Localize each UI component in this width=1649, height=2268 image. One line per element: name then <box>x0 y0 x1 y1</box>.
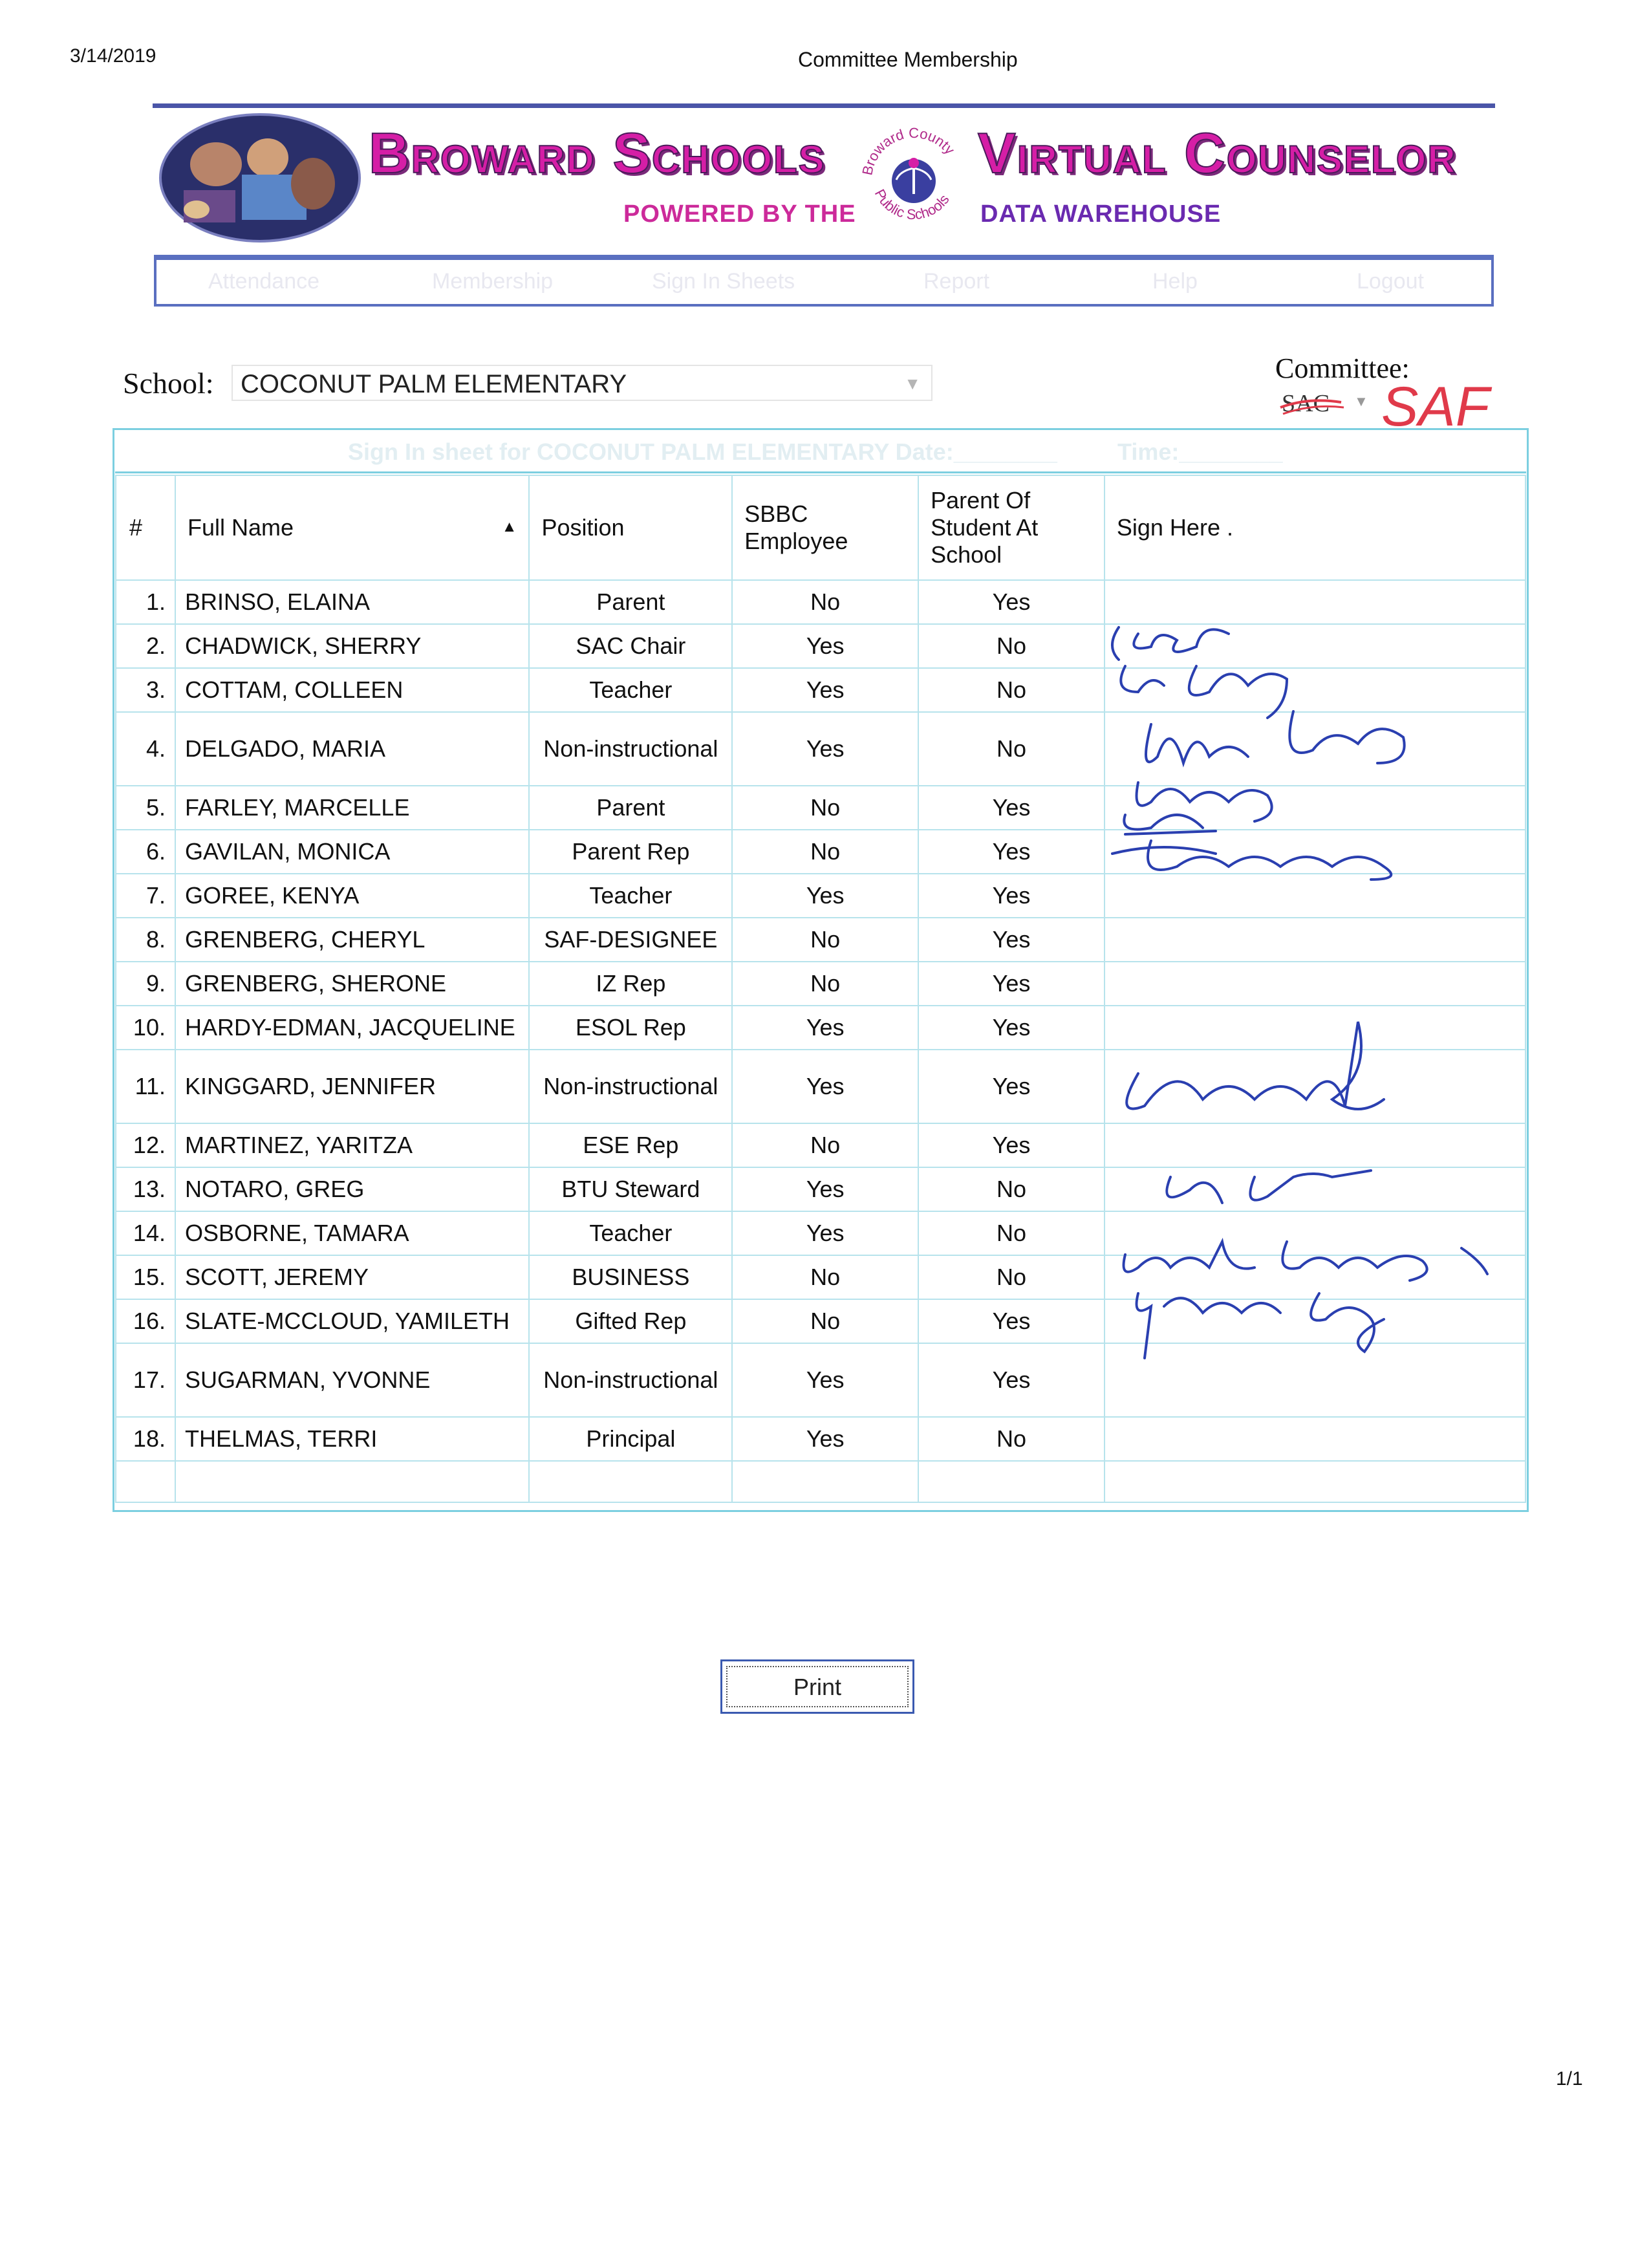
row-num: 8. <box>116 918 175 962</box>
row-sbbc: No <box>732 1299 918 1343</box>
row-name: GAVILAN, MONICA <box>175 830 529 874</box>
row-parent: No <box>918 1417 1105 1461</box>
row-position: Non-instructional <box>529 712 732 786</box>
row-name: GOREE, KENYA <box>175 874 529 918</box>
row-num: 13. <box>116 1167 175 1211</box>
row-parent: Yes <box>918 786 1105 830</box>
row-parent: No <box>918 624 1105 668</box>
row-parent: Yes <box>918 1299 1105 1343</box>
row-name: NOTARO, GREG <box>175 1167 529 1211</box>
row-parent: Yes <box>918 1006 1105 1050</box>
nav-bar <box>154 255 1494 307</box>
nav-membership[interactable]: Membership <box>432 269 554 294</box>
signature-slate <box>1124 1242 1488 1280</box>
signature-goree <box>1112 841 1391 880</box>
row-position: ESOL Rep <box>529 1006 732 1050</box>
row-num: 7. <box>116 874 175 918</box>
row-sbbc: Yes <box>732 1050 918 1123</box>
row-name: GRENBERG, SHERONE <box>175 962 529 1006</box>
row-parent: Yes <box>918 830 1105 874</box>
row-sbbc: No <box>732 1255 918 1299</box>
row-name: FARLEY, MARCELLE <box>175 786 529 830</box>
row-sbbc: No <box>732 580 918 624</box>
school-selected-value: COCONUT PALM ELEMENTARY <box>241 370 627 398</box>
row-sbbc: No <box>732 786 918 830</box>
table-header-row <box>116 475 1525 580</box>
signature-kinggard <box>1126 1022 1384 1109</box>
sort-ascending-icon[interactable]: ▲ <box>501 518 517 535</box>
row-position: SAC Chair <box>529 624 732 668</box>
row-parent: No <box>918 1167 1105 1211</box>
signature-cottam <box>1121 666 1287 718</box>
row-num: 1. <box>116 580 175 624</box>
row-sbbc: Yes <box>732 1167 918 1211</box>
brand-virtual-counselor: VIRTUAL COUNSELOR <box>978 121 1457 185</box>
handwritten-committee: SAF <box>1381 376 1490 438</box>
signature-gavilan <box>1124 815 1216 834</box>
col-header-full-name-label: Full Name <box>187 514 294 541</box>
row-position: Gifted Rep <box>529 1299 732 1343</box>
row-name: BRINSO, ELAINA <box>175 580 529 624</box>
row-num: 16. <box>116 1299 175 1343</box>
row-parent: No <box>918 668 1105 712</box>
row-position: SAF-DESIGNEE <box>529 918 732 962</box>
row-parent: Yes <box>918 1050 1105 1123</box>
row-parent: No <box>918 712 1105 786</box>
row-num: 2. <box>116 624 175 668</box>
empty-cell <box>918 1461 1105 1502</box>
col-header-num: # <box>116 475 175 580</box>
row-sbbc: Yes <box>732 1343 918 1417</box>
row-position: BUSINESS <box>529 1255 732 1299</box>
row-num: 17. <box>116 1343 175 1417</box>
school-label: School: <box>123 367 214 400</box>
banner-photo-collage <box>158 113 362 243</box>
row-name: HARDY-EDMAN, JACQUELINE <box>175 1006 529 1050</box>
row-num: 10. <box>116 1006 175 1050</box>
row-parent: Yes <box>918 580 1105 624</box>
handwritten-signatures <box>1099 608 1552 1449</box>
empty-cell <box>1105 1461 1525 1502</box>
powered-by-text: POWERED BY THE <box>623 200 856 228</box>
print-date: 3/14/2019 <box>70 45 156 67</box>
signature-chadwick <box>1112 627 1229 660</box>
row-num: 6. <box>116 830 175 874</box>
row-name: SUGARMAN, YVONNE <box>175 1343 529 1417</box>
sheet-caption: Sign In sheet for COCONUT PALM ELEMENTARY Date:________ <box>348 438 1057 465</box>
signature-delgado <box>1146 711 1405 763</box>
col-header-sbbc-employee: SBBC Employee <box>732 475 918 580</box>
row-parent: Yes <box>918 1343 1105 1417</box>
row-position: Parent Rep <box>529 830 732 874</box>
row-sbbc: Yes <box>732 624 918 668</box>
row-sbbc: Yes <box>732 712 918 786</box>
col-header-position: Position <box>529 475 732 580</box>
col-header-full-name[interactable] <box>175 475 529 580</box>
row-sbbc: No <box>732 918 918 962</box>
row-name: SCOTT, JEREMY <box>175 1255 529 1299</box>
data-warehouse-text: DATA WAREHOUSE <box>980 200 1222 228</box>
committee-label: Committee: <box>1275 352 1410 384</box>
chevron-down-icon: ▼ <box>1354 393 1368 409</box>
empty-cell <box>116 1461 175 1502</box>
banner-top-line <box>153 103 1495 108</box>
row-position: Teacher <box>529 668 732 712</box>
signature-sugarman <box>1137 1293 1385 1358</box>
row-sbbc: Yes <box>732 1006 918 1050</box>
row-num: 14. <box>116 1211 175 1255</box>
row-sbbc: Yes <box>732 874 918 918</box>
row-position: Teacher <box>529 874 732 918</box>
row-parent: Yes <box>918 962 1105 1006</box>
empty-cell <box>529 1461 732 1502</box>
row-parent: No <box>918 1211 1105 1255</box>
row-position: Principal <box>529 1417 732 1461</box>
row-position: BTU Steward <box>529 1167 732 1211</box>
row-sbbc: Yes <box>732 668 918 712</box>
committee-select[interactable] <box>1271 385 1372 420</box>
row-position: Parent <box>529 786 732 830</box>
col-header-sign-here: Sign Here . <box>1105 475 1525 580</box>
empty-cell <box>175 1461 529 1502</box>
row-name: DELGADO, MARIA <box>175 712 529 786</box>
broward-county-seal <box>854 116 974 243</box>
row-name: SLATE-MCCLOUD, YAMILETH <box>175 1299 529 1343</box>
print-button[interactable] <box>720 1659 914 1714</box>
row-name: CHADWICK, SHERRY <box>175 624 529 668</box>
print-button-label: Print <box>726 1666 909 1707</box>
row-num: 15. <box>116 1255 175 1299</box>
nav-help[interactable]: Help <box>1152 269 1198 294</box>
committee-selected-value: SAC <box>1282 390 1330 417</box>
row-sbbc: Yes <box>732 1417 918 1461</box>
nav-sign-in-sheets[interactable]: Sign In Sheets <box>652 269 795 294</box>
col-header-parent-of-student: Parent Of Student At School <box>918 475 1105 580</box>
signature-notaro <box>1167 1171 1371 1203</box>
row-position: ESE Rep <box>529 1123 732 1167</box>
row-name: COTTAM, COLLEEN <box>175 668 529 712</box>
row-position: Parent <box>529 580 732 624</box>
row-position: IZ Rep <box>529 962 732 1006</box>
nav-attendance[interactable]: Attendance <box>208 269 320 294</box>
row-num: 11. <box>116 1050 175 1123</box>
row-position: Non-instructional <box>529 1050 732 1123</box>
print-title: Committee Membership <box>798 48 1018 71</box>
row-position: Non-instructional <box>529 1343 732 1417</box>
chevron-down-icon: ▼ <box>904 374 921 393</box>
table-row-empty <box>116 1461 1525 1502</box>
print-page-number: 1/1 <box>1556 2068 1583 2090</box>
row-name: THELMAS, TERRI <box>175 1417 529 1461</box>
seal-bottom-text: Public Schools <box>871 186 953 223</box>
row-name: KINGGARD, JENNIFER <box>175 1050 529 1123</box>
row-sbbc: No <box>732 962 918 1006</box>
nav-report[interactable]: Report <box>923 269 990 294</box>
row-name: OSBORNE, TAMARA <box>175 1211 529 1255</box>
nav-logout[interactable]: Logout <box>1357 269 1424 294</box>
row-name: GRENBERG, CHERYL <box>175 918 529 962</box>
row-num: 5. <box>116 786 175 830</box>
row-name: MARTINEZ, YARITZA <box>175 1123 529 1167</box>
signature-farley <box>1137 783 1272 821</box>
sheet-caption-row <box>115 431 1526 473</box>
school-select[interactable] <box>232 365 932 401</box>
row-num: 9. <box>116 962 175 1006</box>
row-num: 18. <box>116 1417 175 1461</box>
sheet-caption-time: Time:________ <box>1117 438 1283 465</box>
row-sbbc: No <box>732 1123 918 1167</box>
row-position: Teacher <box>529 1211 732 1255</box>
row-sbbc: Yes <box>732 1211 918 1255</box>
brand-broward-schools: BROWARD SCHOOLS <box>369 121 826 185</box>
row-num: 4. <box>116 712 175 786</box>
row-num: 12. <box>116 1123 175 1167</box>
row-sbbc: No <box>732 830 918 874</box>
empty-cell <box>732 1461 918 1502</box>
row-parent: Yes <box>918 918 1105 962</box>
row-parent: Yes <box>918 874 1105 918</box>
strikeout-mark <box>1277 388 1348 420</box>
row-parent: No <box>918 1255 1105 1299</box>
row-num: 3. <box>116 668 175 712</box>
row-parent: Yes <box>918 1123 1105 1167</box>
seal-top-text: Broward County <box>859 124 958 177</box>
